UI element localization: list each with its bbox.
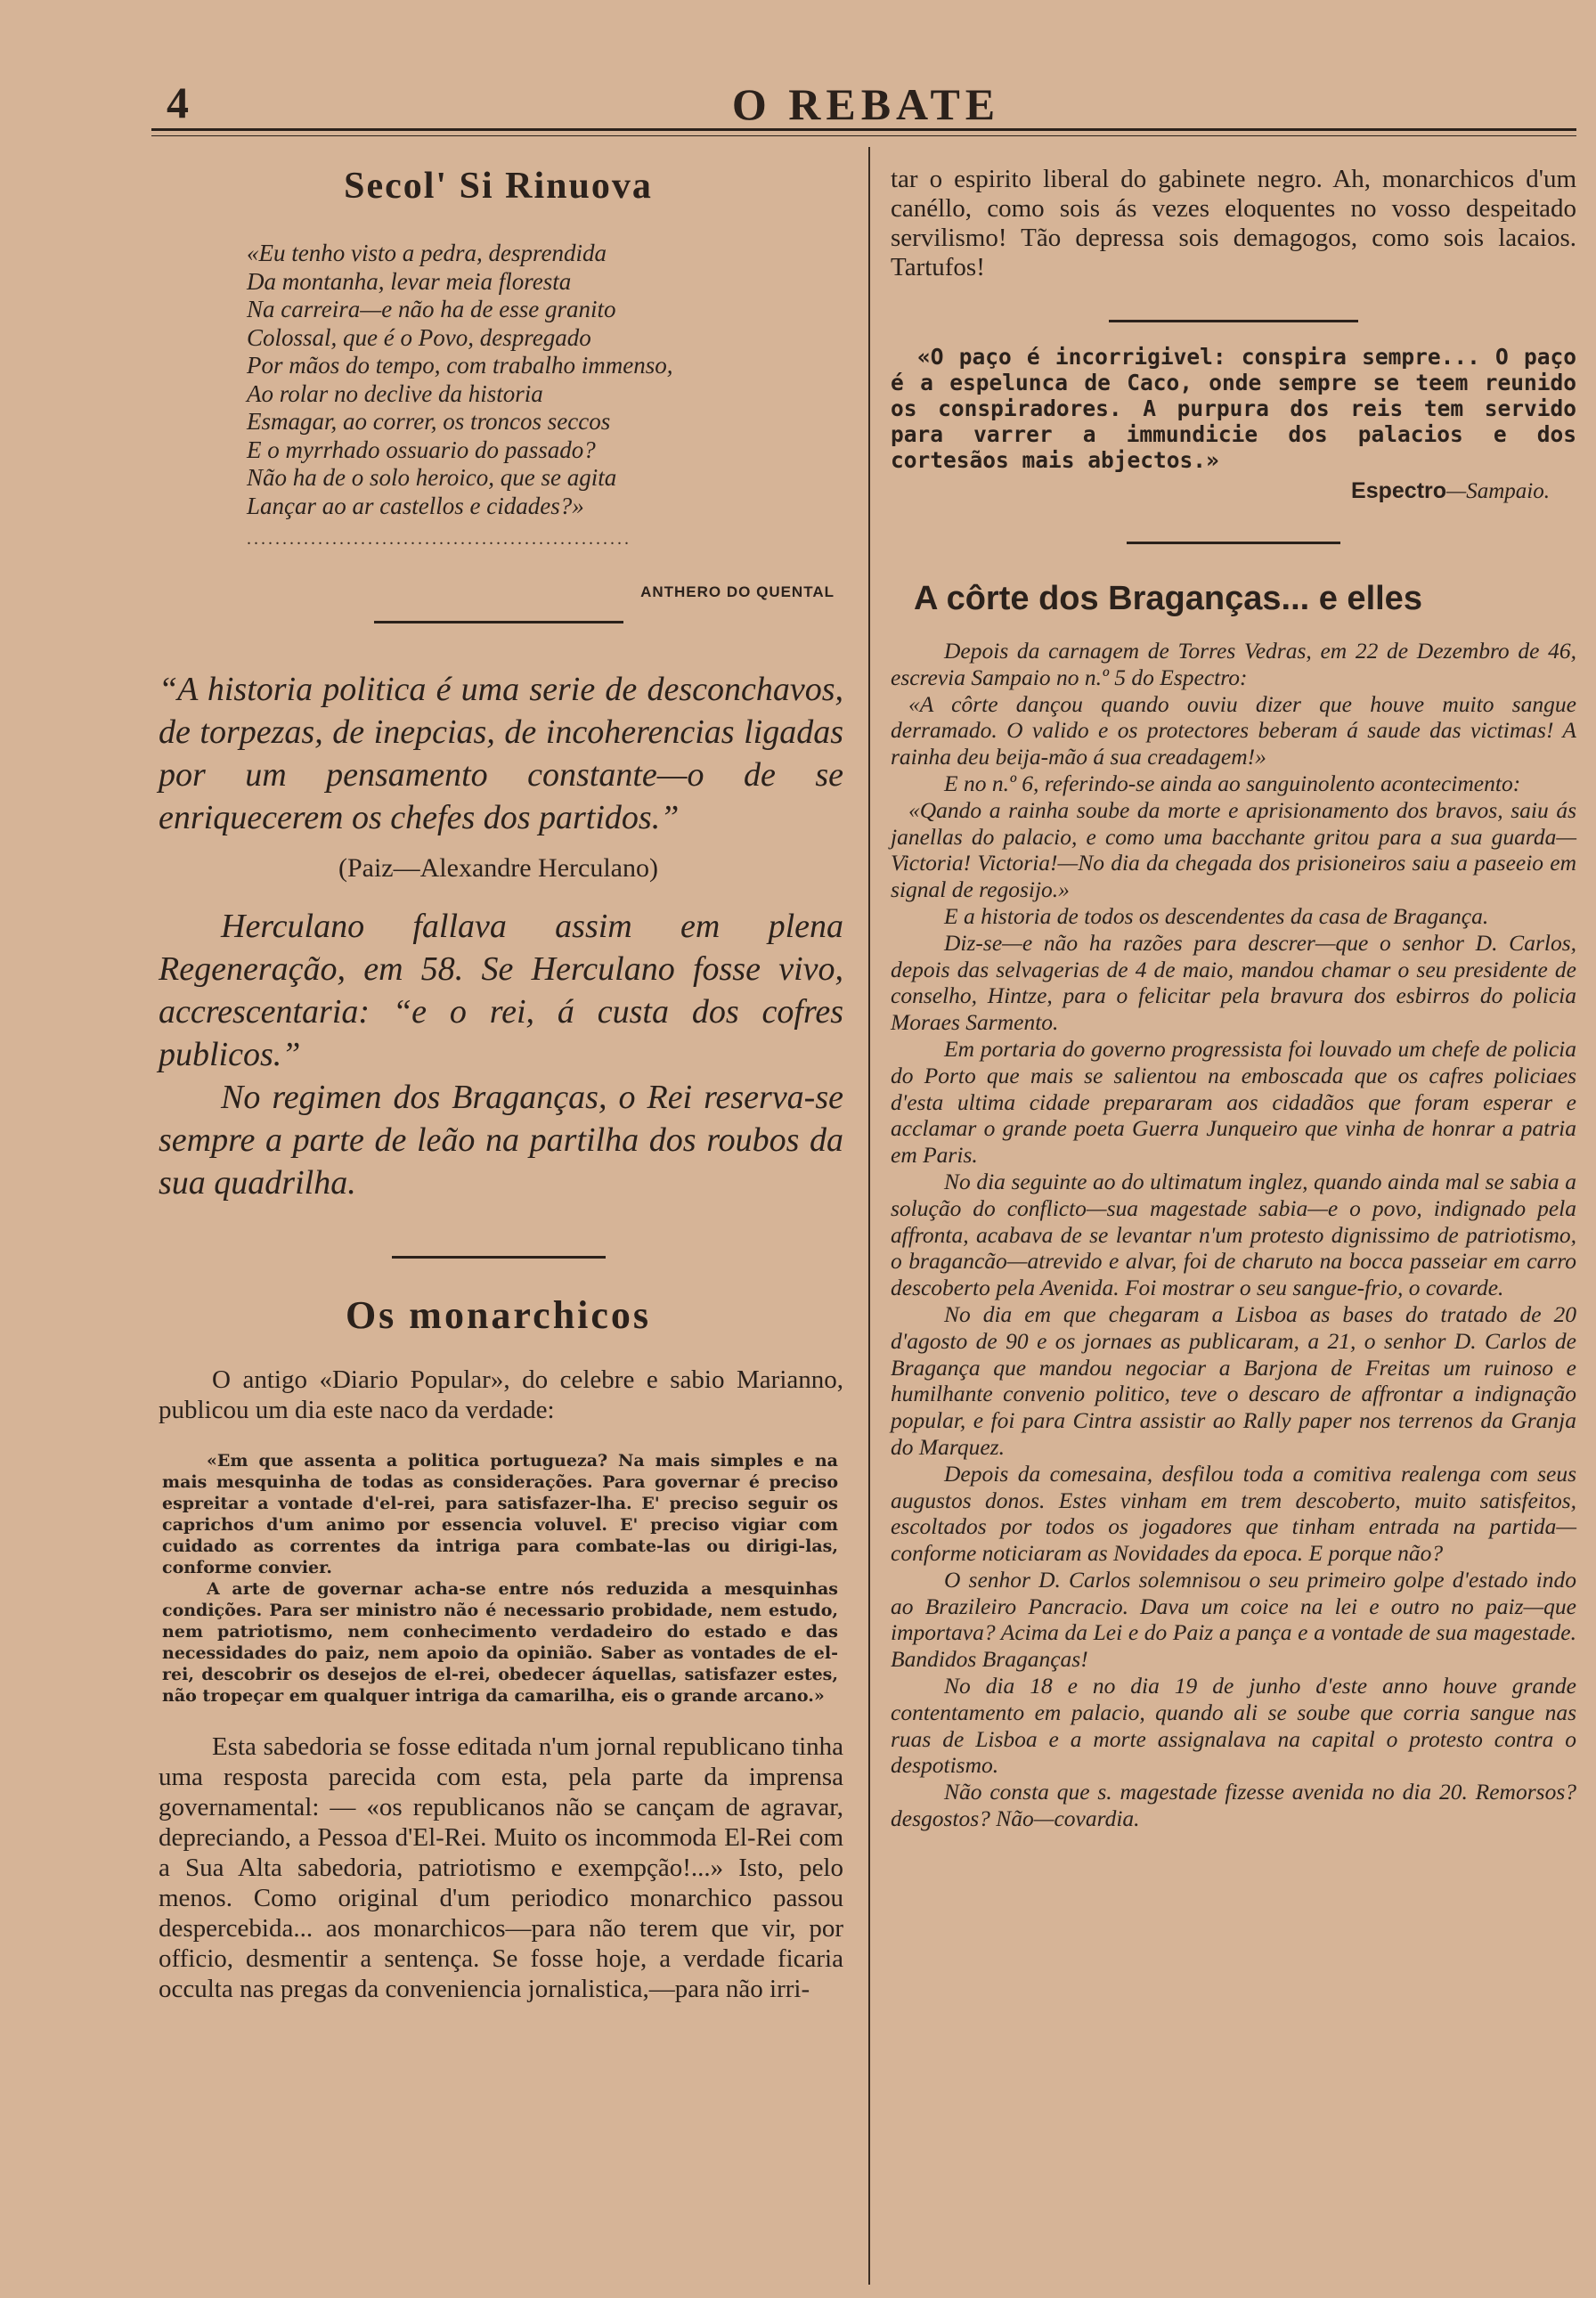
left-column — [153, 165, 843, 2004]
espectro-quote: «O paço é incorrigivel: conspira sempre... O paço é a espelunca de Caco, onde sempre se teem reunido os conspiradores. A purpura dos reis tem servido para varrer a immundicie dos palacios e dos cortesãos mais abjectos.» — [891, 344, 1576, 473]
article-paragraph: Não consta que s. magestade fizesse avenida no dia 20. Remorsos? desgostos? Não—covardia. — [891, 1779, 1576, 1832]
article-paragraph: Diz-se—e não ha razões para descrer—que o senhor D. Carlos, depois das selvagerias de 4 de maio, mandou chamar o seu presidente de conselho, Hintze, para o felicitar pela bravura dos esbirros do policia Moraes Sarmento. — [891, 929, 1576, 1036]
commentary-paragraph: No regimen dos Braganças, o Rei reserva-se sempre a parte de leão na partilha dos roubos da sua quadrilha. — [159, 1079, 843, 1202]
article-paragraph: E a historia de todos os descendentes da casa de Bragança. — [944, 902, 1489, 929]
braganças-article-body — [891, 638, 1576, 1832]
newspaper-title: O REBATE — [731, 79, 1001, 129]
poem-line: Lançar ao ar castellos e cidades?» — [247, 492, 584, 519]
poem-line: «Eu tenho visto a pedra, desprendida — [247, 240, 607, 266]
poem-line: E o myrrhado ossuario do passado? — [247, 436, 596, 463]
section-rule — [374, 621, 623, 623]
herculano-quote: “A historia politica é uma serie de desconchavos, de torpezas, de inepcias, de incoherencias ligadas por um pensamento constante—o de se enriquecerem os chefes dos partidos.” — [159, 671, 843, 836]
dotted-ellipsis: ...................................................... — [247, 529, 631, 549]
poem-line: Por mãos do tempo, com trabalho immenso, — [247, 352, 673, 379]
continued-paragraph: tar o espirito liberal do gabinete negro. Ah, monarchicos d'um canéllo, como sois ás vezes eloquentes no vosso despeitado servilismo! Tão depressa sois demagogos, como sois lacaios. Tartufos! — [891, 165, 1576, 281]
article-paragraph: «Qando a rainha soube da morte e aprisionamento dos bravos, saiu ás janellas do palacio, e como uma bacchante gritou para a sua guarda—Victoria! Victoria!—No dia da chegada dos prisioneiros saiu a paseeio em signal de regosijo.» — [891, 796, 1576, 903]
intro-paragraph: O antigo «Diario Popular», do celebre e sabio Marianno, publicou um dia este naco da verdade: — [159, 1365, 843, 1424]
section-rule — [1109, 320, 1358, 322]
section-rule — [392, 1256, 606, 1259]
poem-line: Da montanha, levar meia floresta — [247, 267, 572, 295]
column-divider — [868, 147, 870, 2285]
quote-paragraph: A arte de governar acha-se entre nós reduzida a mesquinhas condições. Para ser ministro não é necessario probidade, nem estudo, nem patriotismo, nem conhecimento verdadeiro do estado e das necessidades do paiz, nem apoio da opinião. Saber as vontades de el-rei, descobrir os desejos de el-rei, obedecer áquellas, satisfazer estes, não tropeçar em qualquer intriga da camarilha, eis o grande arcano.» — [162, 1579, 838, 1706]
masthead-rule-thin — [151, 135, 1576, 136]
poem-line: Colossal, que é o Povo, despregado — [247, 323, 591, 351]
quote-citation: (Paiz—Alexandre Herculano) — [338, 853, 658, 883]
section-rule — [1127, 542, 1340, 544]
signature-author: —Sampaio. — [1446, 479, 1550, 503]
article-paragraph: Em portaria do governo progressista foi louvado um chefe de policia do Porto que mais se salientou na emboscada que os cafres policiaes d'esta ultima cidade prepararam aos cidadãos que foram esperar e acclamar o grande poeta Guerra Junqueiro que vinha de honrar a patria em Paris. — [891, 1035, 1576, 1169]
article-title-secol: Secol' Si Rinuova — [344, 166, 653, 207]
article-paragraph: Depois da carnagem de Torres Vedras, em 22 de Dezembro de 46, escrevia Sampaio no n.º 5 do Espectro: — [891, 638, 1576, 690]
poem — [247, 240, 843, 520]
article-paragraph: No dia 18 e no dia 19 de junho d'este anno houve grande contentamento em palacio, quando ali se soube que corria sangue nas ruas de Lisboa e a morte assignalava na capital o protesto contra o despotismo. — [891, 1673, 1576, 1779]
article-paragraph: «A côrte dançou quando ouviu dizer que houve muito sangue derramado. O valido e os protectores beberam á saude das victimas! A rainha deu beija-mão á sua creadagem!» — [891, 690, 1576, 770]
article-paragraph: No dia seguinte ao do ultimatum inglez, quando ainda mal se sabia a solução do conflicto—sua magestade sabia—e o povo, indignado pela affronta, acabava de se levantar n'um protesto dignissimo de patriotismo, o bragancão—atrevido e alvar, foi de charuto na bocca passeiar em carro descoberto pela Avenida. Foi mostrar o seu sangue-frio, o covarde. — [891, 1168, 1576, 1301]
quote-paragraph: «Em que assenta a politica portugueza? Na mais simples e na mais mesquinha de todas as considerações. Para governar é preciso espreitar a vontade d'el-rei, para satisfazer-lha. E' preciso seguir os caprichos d'um animo por essencia voluvel. E' preciso vigiar com cuidado as correntes da intriga para combate-las ou dirigi-las, conforme convier. — [162, 1451, 838, 1577]
right-column — [891, 165, 1576, 1832]
article-paragraph: O senhor D. Carlos solemnisou o seu primeiro golpe d'estado indo ao Brazileiro Pancracio. Dava um coice na lei e outro no paiz—que importava? Acima da Lei e do Paiz a pança e a vontade de sua magestade. Bandidos Braganças! — [891, 1566, 1576, 1673]
page-number: 4 — [167, 77, 191, 127]
poem-line: Na carreira—e não ha de esse granito — [247, 296, 616, 322]
masthead-rule — [151, 128, 1576, 131]
poem-line: Não ha de o solo heroico, que se agita — [247, 464, 617, 491]
poem-line: Ao rolar no declive da historia — [247, 379, 543, 407]
poem-line: Esmagar, ao correr, os troncos seccos — [247, 408, 611, 435]
article-title-monarchicos: Os monarchicos — [345, 1293, 652, 1337]
diario-popular-quote — [162, 1450, 838, 1707]
article-paragraph: No dia em que chegaram a Lisboa as bases do tratado de 20 d'agosto de 90 e os jornaes as publicaram, a 21, o senhor D. Carlos de Bragança que mandou negociar a Barjona de Freitas um ruinoso e humilhante convenio politico, teve o descaro de affrontar a indignação popular, e foi para Cintra assistir ao Rally paper nos terrenos da Granja do Marquez. — [891, 1300, 1576, 1460]
commentary-paragraph: Herculano fallava assim em plena Regeneração, em 58. Se Herculano fosse vivo, accrescentaria: “e o rei, á custa dos cofres publicos.” — [159, 908, 843, 1073]
masthead — [156, 77, 1576, 130]
closing-paragraph: Esta sabedoria se fosse editada n'um jornal republicano tinha uma resposta parecida com esta, pela parte da imprensa governamental: — «os republicanos não se cançam de agravar, depreciando, a Pessoa d'El-Rei. Muito os incommoda El-Rei com a Sua Alta sabedoria, patriotismo e exempção!...» Isto, pelo menos. Como original d'um periodico monarchico passou despercebida... aos monarchicos—para não terem que vir, por officio, desmentir a sentença. Se fosse hoje, a verdade ficaria occulta nas pregas da conveniencia jornalistica,—para não irri- — [159, 1732, 843, 2003]
article-title-braganças: A côrte dos Braganças... e elles — [914, 580, 1422, 617]
quote-signature — [891, 478, 1550, 504]
signature-espectro: Espectro — [1351, 478, 1447, 503]
article-paragraph: E no n.º 6, referindo-se ainda ao sanguinolento acontecimento: — [944, 770, 1521, 796]
article-paragraph: Depois da comesaina, desfilou toda a comitiva realenga com seus augustos donos. Estes vinham em trem descoberto, muito satisfeitos, escoltados por todos os jogadores que tinham entrada na partida—conforme noticiaram as Novidades da epoca. E porque não? — [891, 1460, 1576, 1567]
poem-author: ANTHERO DO QUENTAL — [640, 583, 835, 600]
